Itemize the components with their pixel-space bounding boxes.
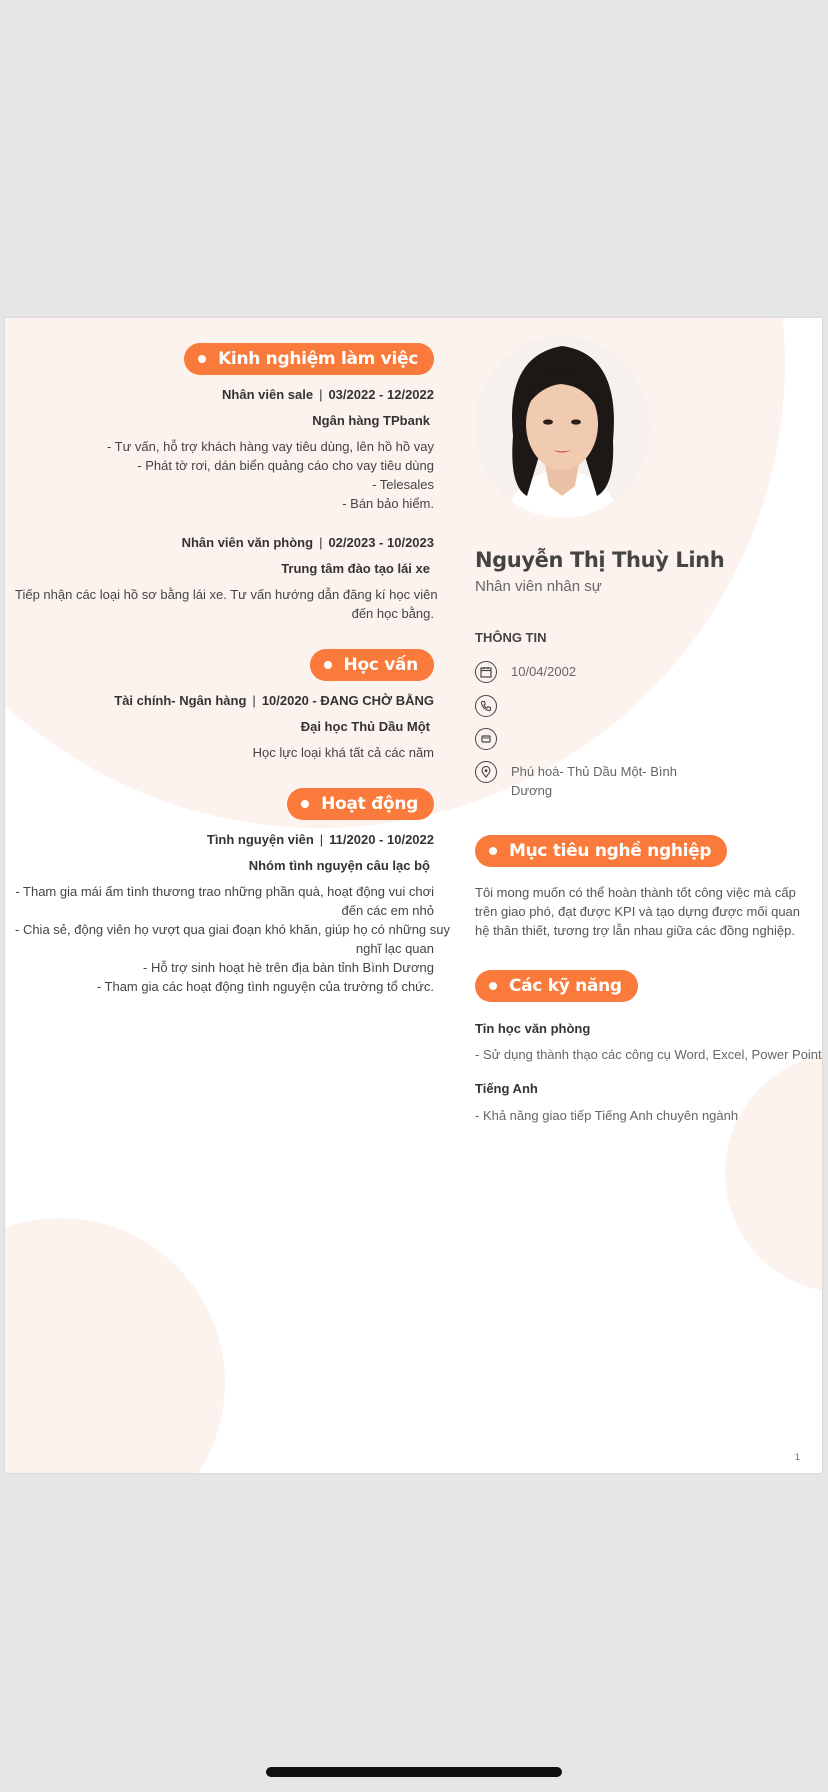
bullet-icon	[489, 847, 497, 855]
profile-photo	[475, 336, 650, 518]
left-column	[15, 343, 450, 996]
bullet-icon	[301, 800, 309, 808]
location-icon	[475, 761, 497, 783]
calendar-icon	[475, 661, 497, 683]
home-indicator[interactable]	[266, 1767, 562, 1777]
activity-role-line: Tình nguyện viên | 11/2020 - 10/2022	[206, 832, 434, 847]
bullet-icon	[324, 661, 332, 669]
skill-description: - Khả năng giao tiếp Tiếng Anh chuyên ngành	[475, 1108, 739, 1123]
phone-row	[475, 695, 691, 717]
phone-value	[511, 695, 691, 696]
activities-heading: Hoạt động	[287, 788, 434, 820]
separator: |	[319, 832, 324, 847]
background-circle	[725, 1053, 822, 1293]
birthdate: 10/04/2002	[511, 664, 577, 679]
job-description: Tiếp nhận các loại hồ sơ bằng lái xe. Tư vấn hướng dẫn đăng kí học viên đến học bằng.	[15, 587, 438, 621]
education-heading: Học vấn	[310, 649, 434, 681]
skills-heading: Các kỹ năng	[475, 970, 638, 1002]
page-number: 1	[795, 1452, 801, 1462]
experience-heading: Kinh nghiệm làm việc	[184, 343, 434, 375]
email-icon	[475, 728, 497, 750]
school-name: Đại học Thủ Dầu Một	[300, 719, 430, 734]
birthdate-row	[475, 661, 691, 683]
job-role-line: Nhân viên sale | 03/2022 - 12/2022	[222, 387, 434, 402]
email-row	[475, 728, 691, 750]
candidate-name: Nguyễn Thị Thuỳ Linh	[475, 548, 725, 572]
career-goal-heading: Mục tiêu nghề nghiệp	[475, 835, 727, 867]
skill-name: Tiếng Anh	[475, 1081, 538, 1096]
bullet-icon	[489, 982, 497, 990]
job-organization: Ngân hàng TPbank	[312, 413, 430, 428]
job-role-line: Nhân viên văn phòng | 02/2023 - 10/2023	[181, 535, 434, 550]
job-description: - Tư vấn, hỗ trợ khách hàng vay tiêu dùng, lên hồ hồ vay - Phát tờ rơi, dán biển quảng cáo cho vay tiêu dùng - Telesales - Bán bảo hiểm.	[106, 439, 434, 511]
skill-name: Tin học văn phòng	[475, 1021, 591, 1036]
separator: |	[319, 535, 323, 550]
activity-description: - Tham gia mái ấm tình thương trao những phần quà, hoạt động vui chơi đến các em nhỏ - Chia sẻ, động viên họ vượt qua giai đoạn khó khăn, giúp họ có những suy nghĩ lạc quan - Hỗ trợ sinh hoạt hè trên địa bàn tỉnh Bình Dương - Tham gia các hoạt động tình nguyện của trường tổ chức.	[15, 884, 450, 994]
education-detail: Học lực loại khá tất cả các năm	[252, 745, 434, 760]
phone-icon	[475, 695, 497, 717]
address: Phú hoà- Thủ Dầu Một- Bình Dương	[511, 764, 677, 798]
activity-organization: Nhóm tình nguyện câu lạc bộ	[248, 858, 430, 873]
career-goal-text: Tôi mong muốn có thể hoàn thành tốt công việc mà cấp trên giao phó, đạt được KPI và tạo dựng được mối quan hệ thân thiết, tương trợ lẫn nhau giữa các đồng nghiệp.	[475, 885, 801, 938]
bullet-icon	[198, 355, 206, 363]
email-value	[511, 728, 691, 729]
education-line: Tài chính- Ngân hàng | 10/2020 - ĐANG CHỜ BẰNG	[114, 693, 434, 708]
avatar	[475, 336, 650, 518]
separator: |	[319, 387, 323, 402]
job-organization: Trung tâm đào tạo lái xe	[281, 561, 430, 576]
separator: |	[252, 693, 256, 708]
info-heading: THÔNG TIN	[475, 630, 547, 645]
candidate-title: Nhân viên nhân sự	[475, 578, 602, 595]
address-row	[475, 761, 691, 800]
background-circle	[5, 1218, 225, 1473]
skill-description: - Sử dụng thành thạo các công cụ Word, Excel, Power Point	[475, 1047, 822, 1062]
